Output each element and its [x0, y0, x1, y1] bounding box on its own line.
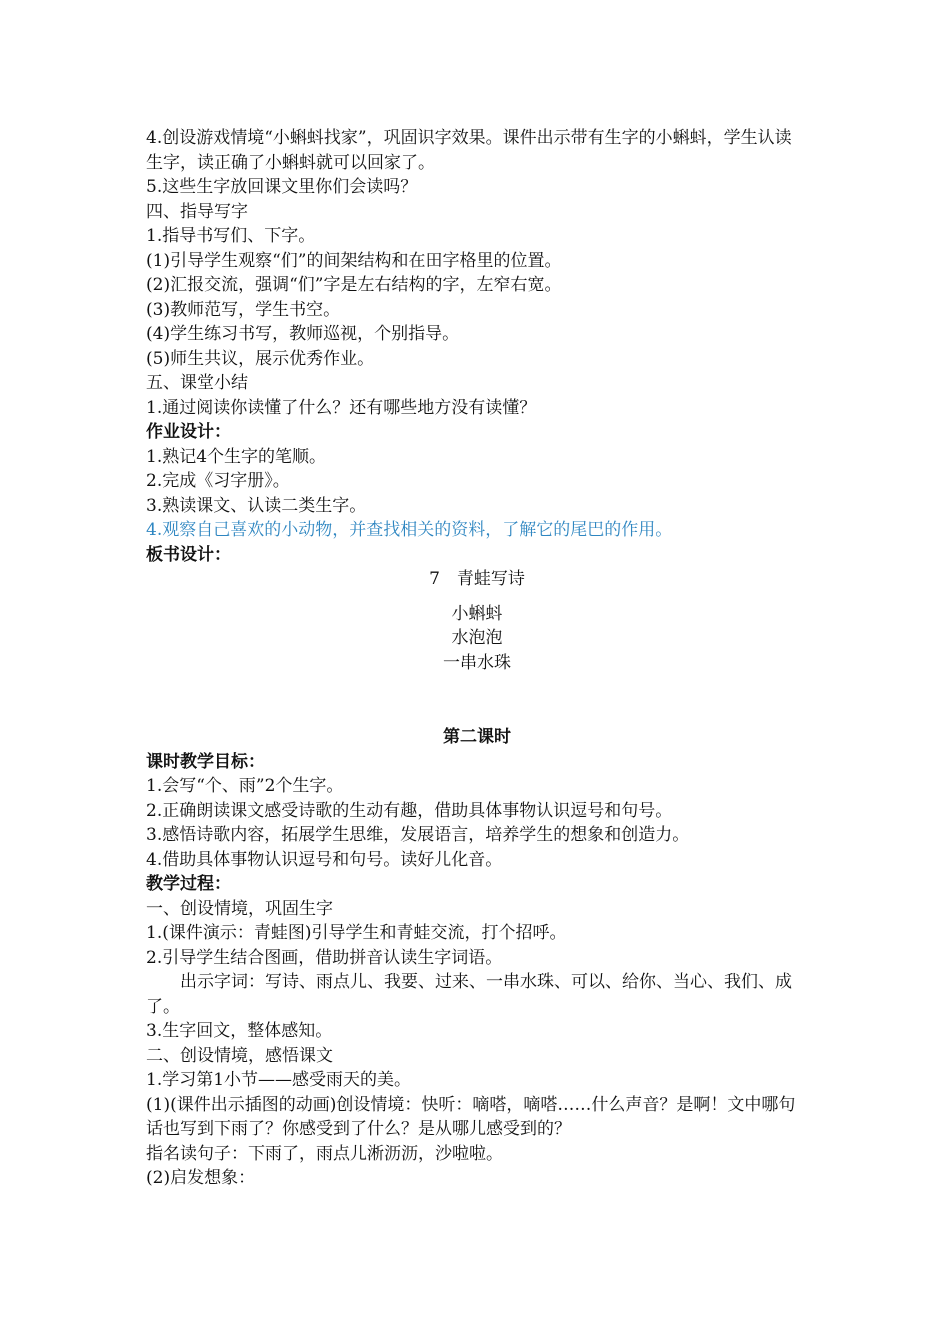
spacer: [146, 675, 808, 725]
homework-item: 2.完成《习字册》。: [146, 471, 290, 491]
paragraph: 1.通过阅读你读懂了什么？还有哪些地方没有读懂？: [146, 397, 537, 418]
paragraph: (1)引导学生观察“们”的间架结构和在田字格里的位置。: [146, 250, 562, 271]
paragraph: (4)学生练习书写，教师巡视，个别指导。: [146, 324, 460, 344]
section-heading: 二、创设情境，感悟课文: [146, 1045, 333, 1066]
paragraph: 1.学习第1小节——感受雨天的美。: [146, 1070, 412, 1090]
paragraph-indented: 出示字词：写诗、雨点儿、我要、过来、一串水珠、可以、给你、当心、我们、成了。: [146, 972, 792, 1017]
board-design-heading: 板书设计：: [146, 544, 231, 565]
paragraph: 4.创设游戏情境“小蝌蚪找家”，巩固识字效果。课件出示带有生字的小蝌蚪，学生认读生字，读正确了小蝌蚪就可以回家了。: [146, 128, 792, 173]
paragraph: (1)(课件出示插图的动画)创设情境：快听：嘀嗒，嘀嗒……什么声音？是啊！文中哪句话也写到下雨了？你感受到了什么？是从哪儿感受到的？: [146, 1094, 796, 1139]
paragraph: (3)教师范写，学生书空。: [146, 299, 341, 320]
spacer: [146, 592, 808, 602]
homework-item: 1.熟记4个生字的笔顺。: [146, 446, 327, 467]
paragraph: 指名读句子：下雨了，雨点儿淅沥沥，沙啦啦。: [146, 1143, 503, 1164]
goal-item: 2.正确朗读课文感受诗歌的生动有趣，借助具体事物认识逗号和句号。: [146, 800, 673, 821]
board-item: 小蝌蚪: [451, 603, 503, 624]
section-heading: 五、课堂小结: [146, 373, 248, 393]
homework-item-highlighted: 4.观察自己喜欢的小动物，并查找相关的资料，了解它的尾巴的作用。: [146, 520, 673, 540]
section-heading: 一、创设情境，巩固生字: [146, 898, 333, 919]
board-title: 7 青蛙写诗: [429, 569, 525, 589]
paragraph: (2)汇报交流，强调“们”字是左右结构的字，左窄右宽。: [146, 275, 562, 295]
paragraph: 1.(课件演示：青蛙图)引导学生和青蛙交流，打个招呼。: [146, 923, 567, 943]
goals-heading: 课时教学目标：: [146, 751, 265, 772]
paragraph: (5)师生共议，展示优秀作业。: [146, 348, 375, 369]
document-body: [146, 126, 808, 1191]
paragraph: 5.这些生字放回课文里你们会读吗？: [146, 177, 418, 197]
lesson-title: 第二课时: [443, 727, 511, 747]
board-item: 水泡泡: [451, 628, 503, 648]
homework-item: 3.熟读课文、认读二类生字。: [146, 495, 367, 516]
homework-heading: 作业设计：: [146, 422, 231, 442]
section-heading: 四、指导写字: [146, 201, 248, 222]
process-heading: 教学过程：: [146, 874, 231, 894]
goal-item: 1.会写“个、雨”2个生字。: [146, 776, 344, 796]
goal-item: 3.感悟诗歌内容，拓展学生思维，发展语言，培养学生的想象和创造力。: [146, 825, 690, 845]
paragraph: 1.指导书写们、下字。: [146, 226, 316, 246]
paragraph: 2.引导学生结合图画，借助拼音认读生字词语。: [146, 947, 503, 968]
paragraph: 3.生字回文，整体感知。: [146, 1021, 333, 1041]
board-item: 一串水珠: [443, 652, 511, 673]
goal-item: 4.借助具体事物认识逗号和句号。读好儿化音。: [146, 849, 503, 870]
paragraph: (2)启发想象：: [146, 1168, 256, 1188]
